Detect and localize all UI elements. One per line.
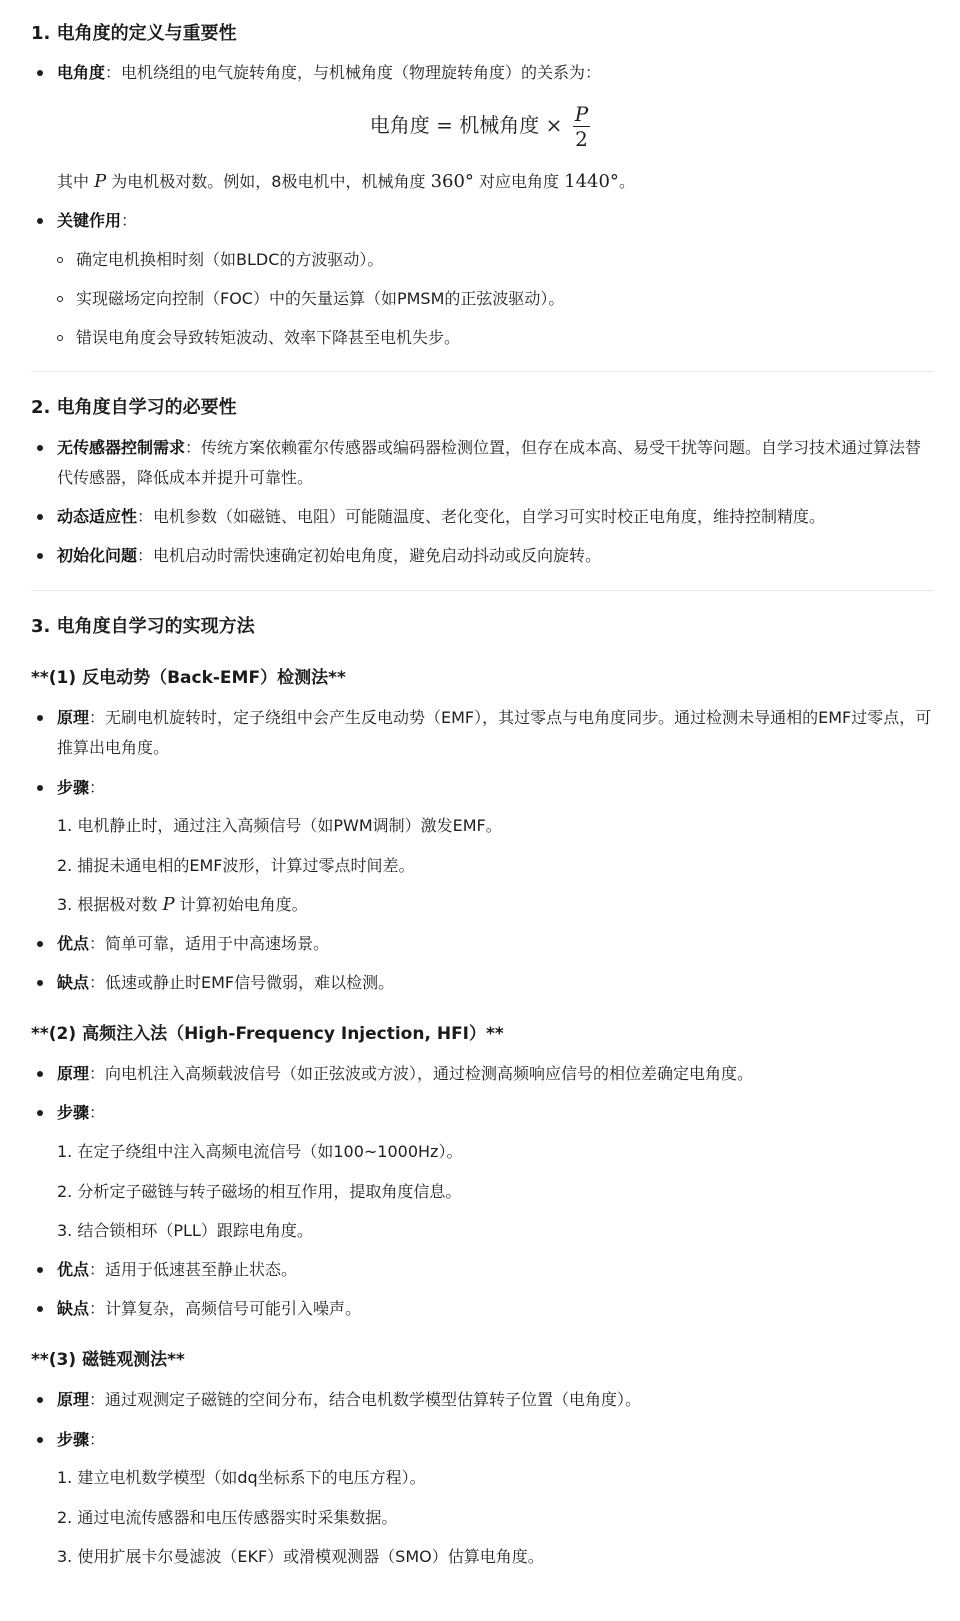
formula-note [57,167,937,197]
bullet [37,514,43,520]
formula-lhs: 电角度 = 机械角度 × [369,113,569,137]
formula-numerator: P [574,102,589,126]
step-item: 3. 使用扩展卡尔曼滤波（EKF）或滑模观测器（SMO）估算电角度。 [57,1547,544,1566]
note-text-a: 其中 [57,172,95,191]
formula-fraction [573,102,590,151]
step-item: 3. 结合锁相环（PLL）跟踪电角度。 [57,1221,313,1240]
steps-label: 步骤 [57,1103,90,1122]
bullet [37,941,43,947]
item-label: 动态适应性 [57,507,138,526]
key-role-item [57,206,937,236]
step-item: 1. 电机静止时，通过注入高频信号（如PWM调制）激发EMF。 [57,816,502,835]
key-role-label: 关键作用 [57,211,122,230]
method-3-title: **(3) 磁链观测法** [31,1350,185,1370]
necessity-item [57,433,937,493]
pros-item [57,929,937,959]
cons-label: 缺点 [57,973,90,992]
step-item [57,890,937,920]
formula-denominator: 2 [575,127,588,151]
role-item: 确定电机换相时刻（如BLDC的方波驱动）。 [76,250,384,269]
steps-item: 步骤： [57,778,106,797]
bullet [37,980,43,986]
principle-item [57,1059,937,1089]
necessity-item [57,502,937,532]
item-text: ：电机启动时需快速确定初始电角度，避免启动抖动或反向旋转。 [137,546,602,565]
step-var-p: P [162,894,175,915]
item-label: 初始化问题 [57,546,138,565]
principle-label: 原理 [57,1390,90,1409]
pros-label: 优点 [57,934,90,953]
step-item: 2. 捕捉未通电相的EMF波形，计算过零点时间差。 [57,856,415,875]
necessity-item [57,541,937,571]
formula [0,102,960,151]
definition-label: 电角度 [57,63,106,82]
bullet [37,1397,43,1403]
bullet [37,445,43,451]
bullet [37,1267,43,1273]
key-role-colon: ： [121,211,138,230]
bullet [37,218,43,224]
principle-label: 原理 [57,708,90,727]
note-value-1440: 1440° [564,171,619,192]
divider [31,590,934,591]
step-item: 1. 在定子绕组中注入高频电流信号（如100~1000Hz）。 [57,1142,463,1161]
section-1-title: 1. 电角度的定义与重要性 [31,23,237,44]
bullet [37,553,43,559]
item-text: ：电机参数（如磁链、电阻）可能随温度、老化变化，自学习可实时校正电角度，维持控制精度。 [137,507,826,526]
definition-text: ：电机绕组的电气旋转角度，与机械角度（物理旋转角度）的关系为： [105,63,602,82]
role-item: 实现磁场定向控制（FOC）中的矢量运算（如PMSM的正弦波驱动）。 [76,289,565,308]
item-label: 无传感器控制需求 [57,438,186,457]
section-3-title: 3. 电角度自学习的实现方法 [31,616,255,637]
pros-item [57,1255,937,1285]
steps-label: 步骤 [57,778,90,797]
method-2-title: **(2) 高频注入法（High-Frequency Injection, HFI）** [31,1024,504,1044]
note-text-b: 为电机极对数。例如，8极电机中，机械角度 [106,172,431,191]
bullet [37,70,43,76]
sub-bullet [57,296,63,302]
bullet [37,1110,43,1116]
step-text-a: 3. 根据极对数 [57,895,163,914]
steps-label: 步骤 [57,1430,90,1449]
definition-item [57,58,937,88]
section-2-title: 2. 电角度自学习的必要性 [31,397,237,418]
principle-item [57,1385,937,1415]
bullet [37,1437,43,1443]
cons-text: ：低速或静止时EMF信号微弱，难以检测。 [89,973,395,992]
item-text: ：传统方案依赖霍尔传感器或编码器检测位置，但存在成本高、易受干扰等问题。自学习技术通过算法替代传感器，降低成本并提升可靠性。 [57,438,922,487]
note-text-d: 。 [618,172,635,191]
principle-text: ：通过观测定子磁链的空间分布，结合电机数学模型估算转子位置（电角度）。 [89,1390,642,1409]
step-item: 2. 分析定子磁链与转子磁场的相互作用，提取角度信息。 [57,1182,462,1201]
principle-text: ：无刷电机旋转时，定子绕组中会产生反电动势（EMF），其过零点与电角度同步。通过检测未导通相的EMF过零点，可推算出电角度。 [57,708,932,757]
cons-text: ：计算复杂，高频信号可能引入噪声。 [89,1299,362,1318]
pros-text: ：适用于低速甚至静止状态。 [89,1260,298,1279]
cons-item [57,968,937,998]
role-item: 错误电角度会导致转矩波动、效率下降甚至电机失步。 [76,328,461,347]
step-text-b: 计算初始电角度。 [174,895,308,914]
divider [31,371,934,372]
steps-item: 步骤： [57,1430,106,1449]
method-1-title: **(1) 反电动势（Back-EMF）检测法** [31,668,346,688]
sub-bullet [57,335,63,341]
steps-item: 步骤： [57,1103,106,1122]
cons-item [57,1294,937,1324]
bullet [37,1071,43,1077]
pros-text: ：简单可靠，适用于中高速场景。 [89,934,330,953]
pros-label: 优点 [57,1260,90,1279]
step-item: 2. 通过电流传感器和电压传感器实时采集数据。 [57,1508,398,1527]
sub-bullet [57,257,63,263]
bullet [37,785,43,791]
bullet [37,715,43,721]
principle-text: ：向电机注入高频载波信号（如正弦波或方波），通过检测高频响应信号的相位差确定电角度。 [89,1064,754,1083]
note-text-c: 对应电角度 [473,172,565,191]
step-item: 1. 建立电机数学模型（如dq坐标系下的电压方程）。 [57,1468,426,1487]
bullet [37,1306,43,1312]
note-value-360: 360° [430,171,474,192]
principle-item [57,703,937,763]
note-var-p: P [94,171,107,192]
cons-label: 缺点 [57,1299,90,1318]
principle-label: 原理 [57,1064,90,1083]
